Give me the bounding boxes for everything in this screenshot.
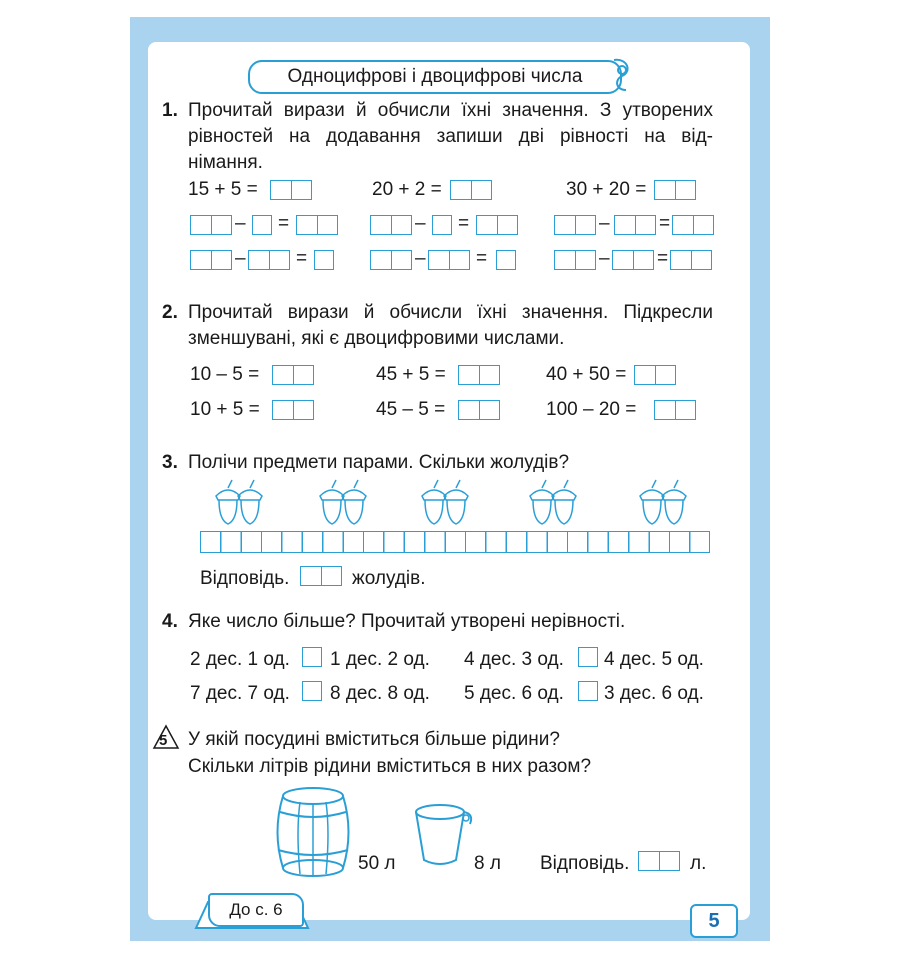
answer-box[interactable] [612,250,654,270]
answer-box[interactable] [476,215,518,235]
bucket-icon [410,800,476,870]
task2-expr-6: 100 – 20 = [546,399,637,420]
minus-sign: – [415,248,426,269]
task1-expr-2: 20 + 2 = [372,179,442,200]
task5-text-line1: У якій посудині вміститься більше рідини? [188,729,560,750]
page-number: 5 [690,904,738,938]
answer-box[interactable] [270,180,312,200]
equals-sign: = [278,213,290,234]
answer-box[interactable] [634,365,676,385]
acorn-icon [320,480,366,524]
task1-text-line2: рівностей на додавання запиши дві рівності на від- [188,126,713,147]
task1-text-line1: Прочитай вирази й обчисли їхні значення. З утворених [188,100,713,121]
answer-box[interactable] [252,215,272,235]
page-title: Одноцифрові і двоцифрові числа [248,60,622,94]
minus-sign: – [599,213,610,234]
minus-sign: – [599,248,610,269]
comparison-left: 7 дес. 7 од. [190,683,290,704]
comparison-left: 2 дес. 1 од. [190,649,290,670]
answer-box[interactable] [654,180,696,200]
answer-box[interactable] [272,365,314,385]
barrel-label: 50 л [358,853,396,874]
answer-box[interactable] [428,250,470,270]
task1-number: 1. [162,100,178,121]
answer-box[interactable] [314,250,334,270]
answer-box[interactable] [248,250,290,270]
task3-number: 3. [162,452,178,473]
minus-sign: – [235,213,246,234]
task5-number: 5 [159,732,168,749]
answer-box[interactable] [458,365,500,385]
equals-sign: = [296,248,308,269]
comparison-left: 5 дес. 6 од. [464,683,564,704]
answer-box[interactable] [554,250,596,270]
task1-text-line3: німання. [188,152,263,173]
acorn-icon [422,480,468,524]
answer-box[interactable] [272,400,314,420]
task2-number: 2. [162,302,178,323]
answer-box[interactable] [554,215,596,235]
task4-number: 4. [162,611,178,632]
comparison-right: 8 дес. 8 од. [330,683,430,704]
answer-box[interactable] [190,215,232,235]
barrel-icon [268,784,358,880]
comparison-sign-box[interactable] [578,681,598,701]
acorn-icon [640,480,686,524]
task2-expr-3: 40 + 50 = [546,364,627,385]
task3-text: Полічи предмети парами. Скільки жолудів? [188,452,570,473]
task4-text: Яке число більше? Прочитай утворені нерівності. [188,611,626,632]
comparison-sign-box[interactable] [302,647,322,667]
task2-expr-5: 45 – 5 = [376,399,446,420]
task5-answer-unit: л. [690,853,707,874]
equals-sign: = [476,248,488,269]
comparison-sign-box[interactable] [578,647,598,667]
task2-expr-4: 10 + 5 = [190,399,260,420]
task5-answer-label: Відповідь. [540,853,630,874]
answer-box[interactable] [300,566,342,586]
comparison-left: 4 дес. 3 од. [464,649,564,670]
answer-box[interactable] [190,250,232,270]
answer-box[interactable] [458,400,500,420]
answer-box[interactable] [670,250,712,270]
acorn-icon [216,480,262,524]
answer-box[interactable] [496,250,516,270]
comparison-right: 1 дес. 2 од. [330,649,430,670]
task2-expr-2: 45 + 5 = [376,364,446,385]
answer-box[interactable] [654,400,696,420]
acorns-illustration [200,476,720,526]
task2-text-line1: Прочитай вирази й обчисли їхні значення. Підкресли [188,302,713,323]
comparison-right: 4 дес. 5 од. [604,649,704,670]
bucket-label: 8 л [474,853,501,874]
comparison-sign-box[interactable] [302,681,322,701]
acorn-icon [530,480,576,524]
answer-box[interactable] [296,215,338,235]
answer-box[interactable] [672,215,714,235]
task2-text-line2: зменшувані, які є двоцифровими числами. [188,328,565,349]
answer-box[interactable] [450,180,492,200]
equals-sign: = [458,213,470,234]
answer-box[interactable] [614,215,656,235]
task3-answer-label: Відповідь. [200,568,290,589]
task1-expr-1: 15 + 5 = [188,179,258,200]
task3-answer-unit: жолудів. [352,568,426,589]
page-reference: До с. 6 [208,893,304,927]
answer-box[interactable] [432,215,452,235]
minus-sign: – [235,248,246,269]
equals-sign: = [657,248,669,269]
equals-sign: = [659,213,671,234]
answer-box[interactable] [638,851,680,871]
task1-expr-3: 30 + 20 = [566,179,647,200]
answer-box[interactable] [370,215,412,235]
task2-expr-1: 10 – 5 = [190,364,260,385]
scroll-curl-icon [608,56,634,94]
comparison-right: 3 дес. 6 од. [604,683,704,704]
task5-text-line2: Скільки літрів рідини вміститься в них разом? [188,756,592,777]
minus-sign: – [415,213,426,234]
counting-cells[interactable] [200,531,710,553]
answer-box[interactable] [370,250,412,270]
